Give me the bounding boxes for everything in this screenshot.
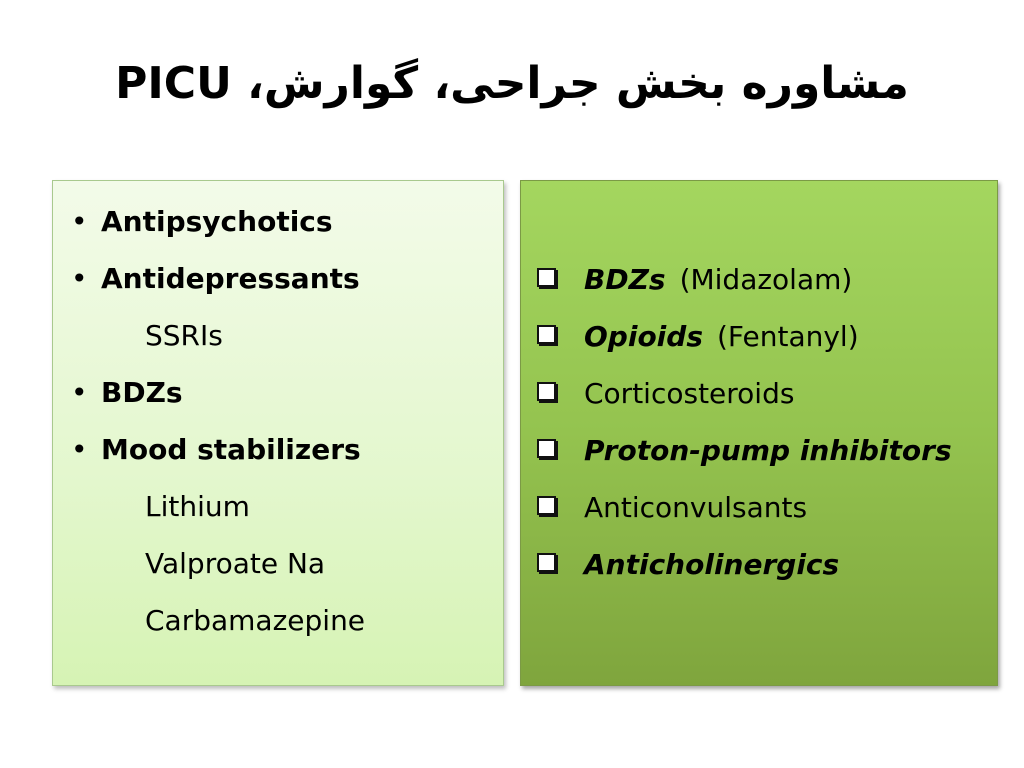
list-item-label: Antidepressants <box>101 262 360 295</box>
list-item-anticholinergics <box>521 536 997 593</box>
sub-item-valproate: Valproate Na <box>145 547 326 580</box>
list-item-bdzs <box>53 364 503 421</box>
square-bullet-icon <box>537 382 556 401</box>
bullet-icon: • <box>71 433 88 466</box>
left-panel <box>52 180 504 686</box>
list-item-corticosteroids <box>521 365 997 422</box>
bullet-icon: • <box>71 262 88 295</box>
list-item-label: Antipsychotics <box>101 205 333 238</box>
drug-class-label: BDZs <box>584 263 666 296</box>
drug-class-label: Anticholinergics <box>584 548 840 581</box>
list-item-ppi <box>521 422 997 479</box>
sub-item-carbamazepine: Carbamazepine <box>145 604 366 637</box>
list-item-opioids-fentanyl <box>521 308 997 365</box>
list-item-antidepressants <box>53 250 503 307</box>
right-panel <box>520 180 998 686</box>
slide-title: مشاوره بخش جراحی، گوارش، PICU <box>115 58 909 109</box>
square-bullet-icon <box>537 553 556 572</box>
list-item-antipsychotics <box>53 193 503 250</box>
list-item-anticonvulsants <box>521 479 997 536</box>
square-bullet-icon <box>537 325 556 344</box>
drug-class-label: Opioids <box>584 320 703 353</box>
bullet-icon: • <box>71 205 88 238</box>
drug-detail: (Midazolam) <box>679 263 853 296</box>
drug-class-label: Anticonvulsants <box>584 491 808 524</box>
sub-item-ssris: SSRIs <box>145 319 223 352</box>
bullet-icon: • <box>71 376 88 409</box>
sub-item-lithium: Lithium <box>145 490 250 523</box>
square-bullet-icon <box>537 439 556 458</box>
list-item-bdzs-midazolam <box>521 251 997 308</box>
list-item-label: BDZs <box>101 376 183 409</box>
square-bullet-icon <box>537 268 556 287</box>
list-item-mood-stabilizers <box>53 421 503 478</box>
square-bullet-icon <box>537 496 556 515</box>
drug-class-label: Proton-pump inhibitors <box>584 434 952 467</box>
drug-detail: (Fentanyl) <box>717 320 859 353</box>
list-item-label: Mood stabilizers <box>101 433 361 466</box>
drug-class-label: Corticosteroids <box>584 377 795 410</box>
